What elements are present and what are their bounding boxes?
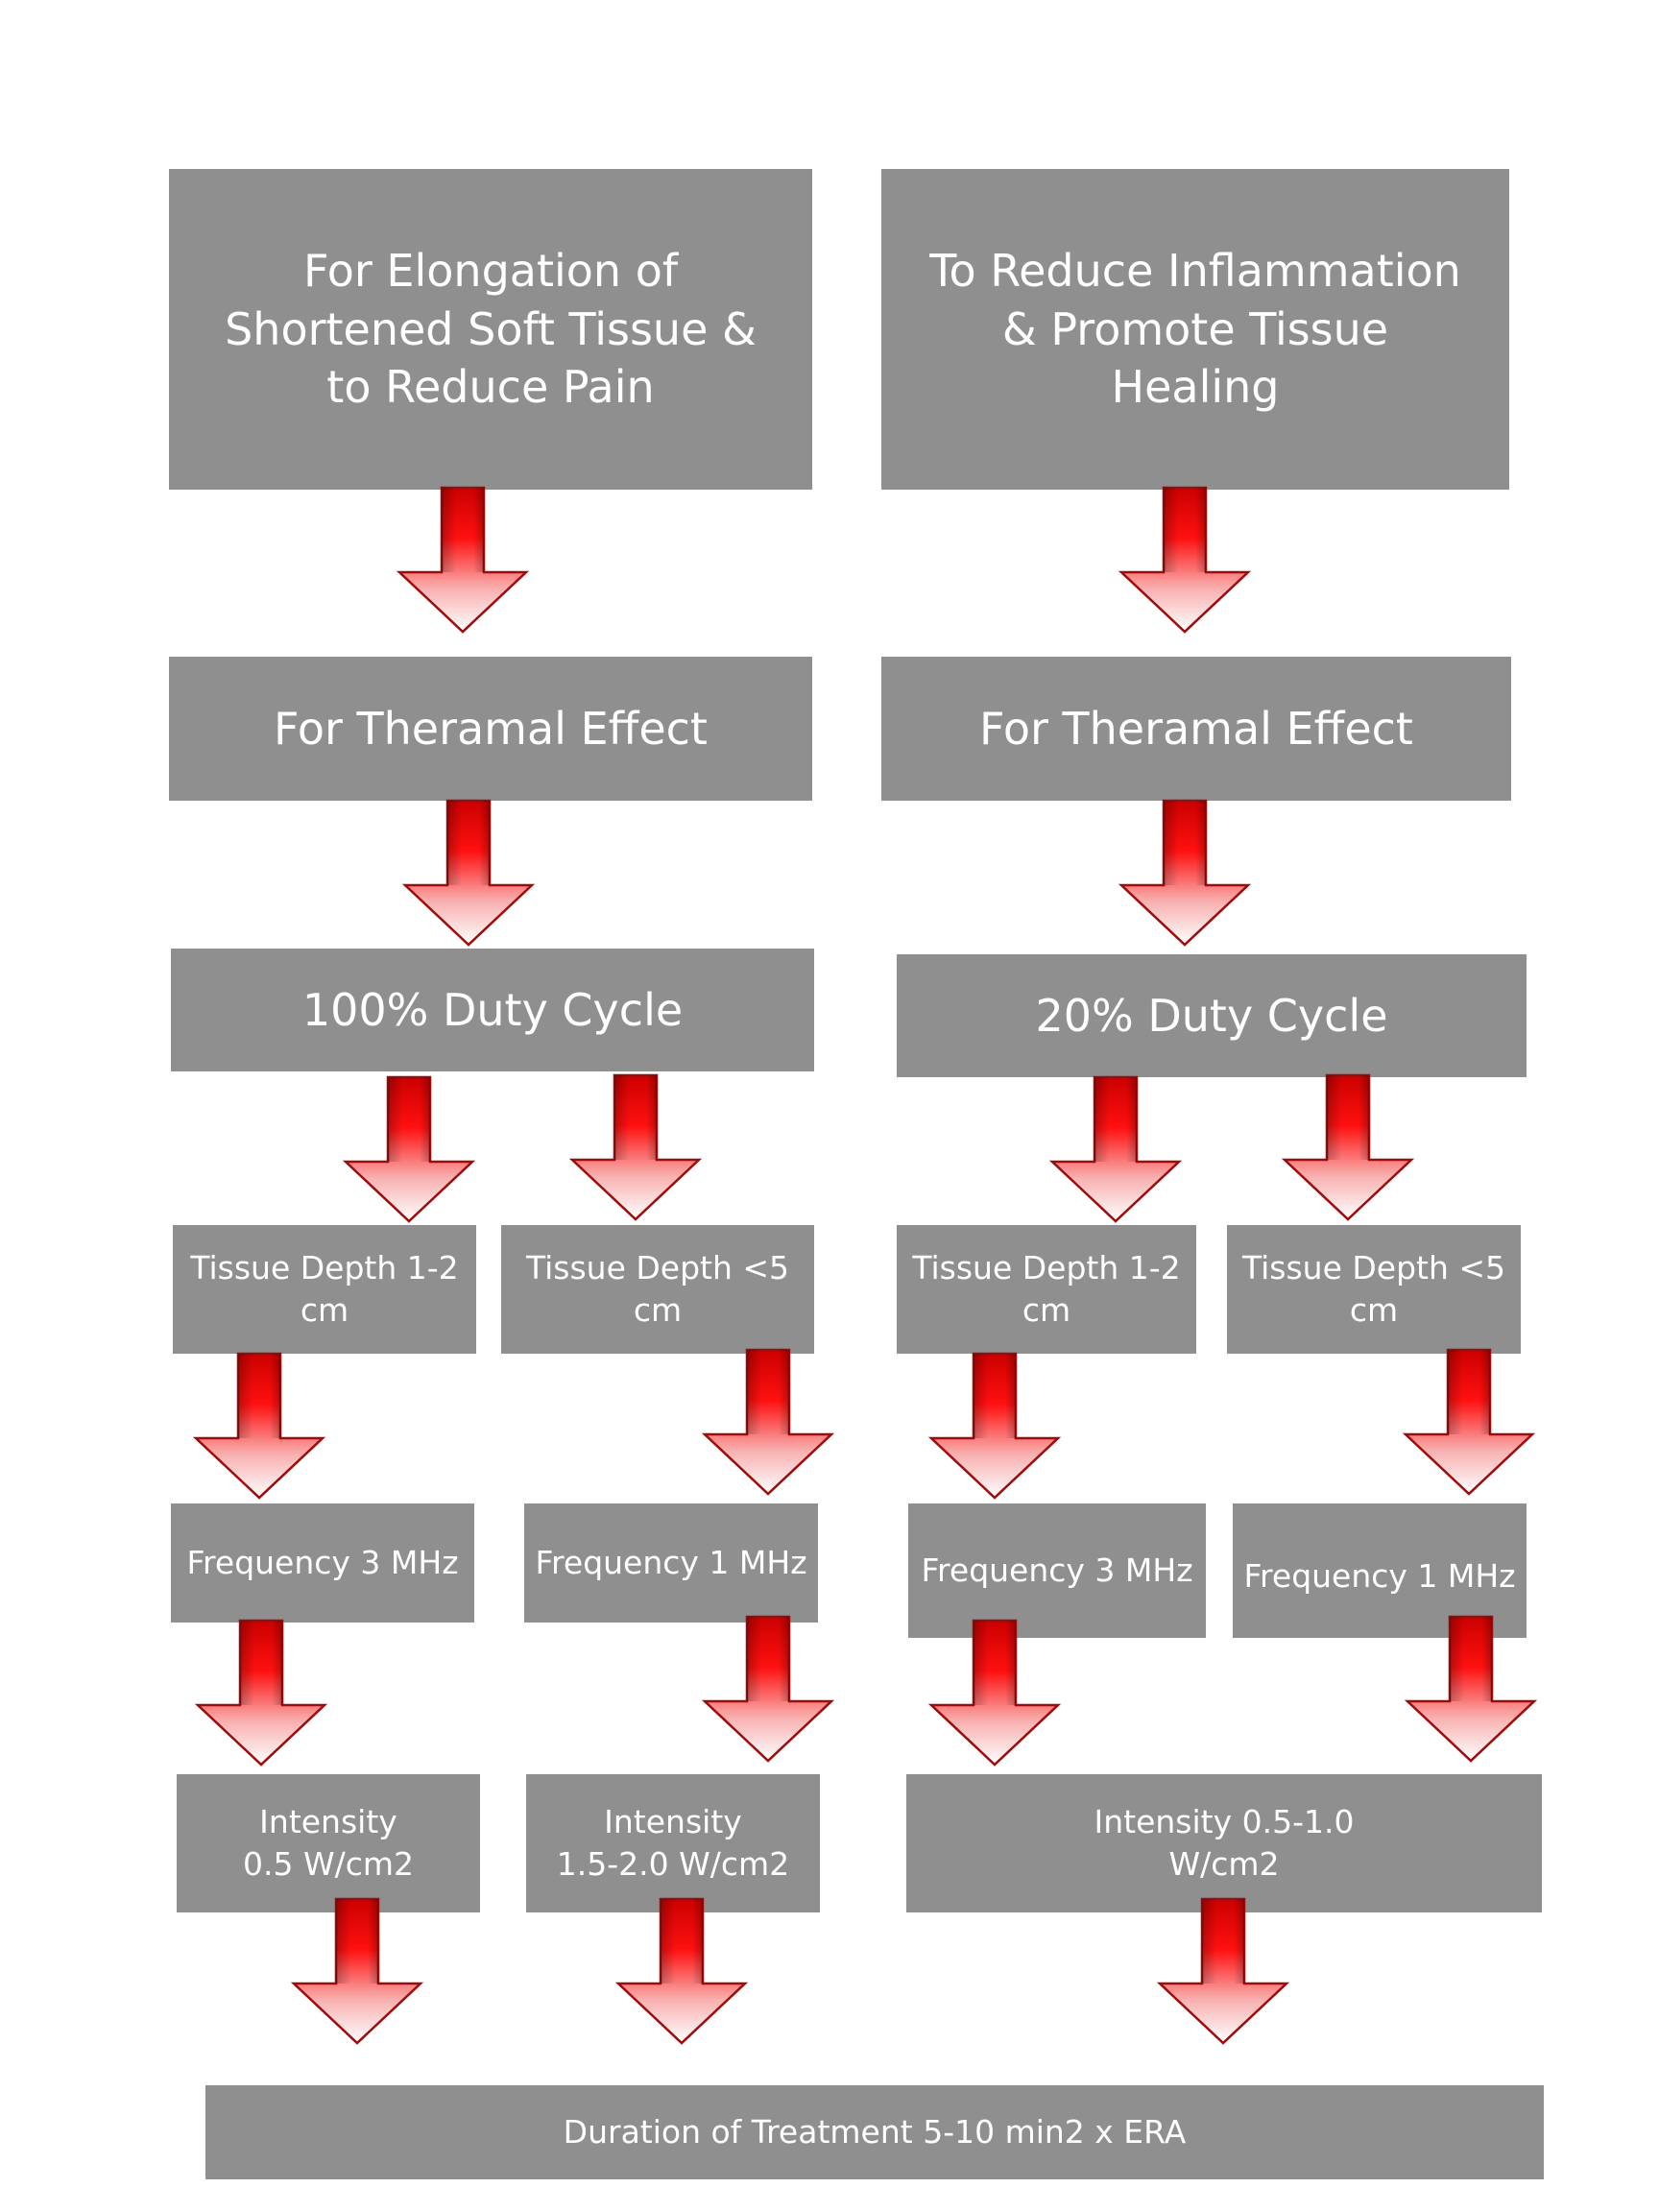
down-arrow-icon <box>342 1077 476 1221</box>
down-arrow-icon <box>1281 1075 1415 1219</box>
down-arrow-icon <box>1118 488 1252 632</box>
depth-box <box>897 1225 1196 1354</box>
down-arrow-icon <box>927 1621 1062 1765</box>
intensity-box <box>526 1774 820 1912</box>
down-arrow-icon <box>1156 1899 1290 2043</box>
depth-label: Tissue Depth 1-2 cm <box>190 1249 459 1329</box>
frequency-label: Frequency 3 MHz <box>186 1544 459 1582</box>
down-arrow-icon <box>1402 1350 1536 1494</box>
duration-box <box>205 2085 1544 2179</box>
frequency-box <box>908 1503 1206 1638</box>
duration-label: Duration of Treatment 5-10 min2 x ERA <box>563 2113 1187 2152</box>
down-arrow-icon <box>1048 1077 1183 1221</box>
duty-label: 20% Duty Cycle <box>1035 989 1388 1042</box>
down-arrow-icon <box>1404 1617 1538 1761</box>
goal-line: & Promote Tissue <box>1001 302 1389 355</box>
intensity-line: W/cm2 <box>1168 1845 1280 1883</box>
depth-label: Tissue Depth <5 cm <box>525 1249 790 1329</box>
intensity-line: Intensity <box>259 1803 397 1841</box>
depth-box <box>1227 1225 1521 1354</box>
frequency-label: Frequency 1 MHz <box>1243 1557 1516 1596</box>
goal-line: to Reduce Pain <box>326 361 655 414</box>
down-arrow-icon <box>1118 801 1252 945</box>
depth-label: Tissue Depth 1-2 cm <box>912 1249 1181 1329</box>
down-arrow-icon <box>927 1354 1062 1498</box>
effect-label: For Theramal Effect <box>979 702 1413 755</box>
goal-box-inflammation <box>881 169 1509 490</box>
duty-label: 100% Duty Cycle <box>301 983 684 1036</box>
down-arrow-icon <box>192 1354 326 1498</box>
depth-box <box>501 1225 814 1354</box>
intensity-line: Intensity 0.5-1.0 <box>1094 1803 1355 1841</box>
intensity-line: Intensity <box>604 1803 742 1841</box>
intensity-line: 1.5-2.0 W/cm2 <box>556 1845 790 1883</box>
intensity-box <box>906 1774 1542 1912</box>
duty-box-right <box>897 954 1527 1077</box>
frequency-box <box>171 1503 474 1623</box>
down-arrow-icon <box>701 1350 835 1494</box>
frequency-label: Frequency 1 MHz <box>535 1544 807 1582</box>
depth-box <box>173 1225 476 1354</box>
goal-box-elongation <box>169 169 812 490</box>
down-arrow-icon <box>614 1899 749 2043</box>
down-arrow-icon <box>568 1075 703 1219</box>
goal-line: Healing <box>1111 361 1280 414</box>
down-arrow-icon <box>290 1899 424 2043</box>
goal-line: Shortened Soft Tissue & <box>225 302 757 355</box>
frequency-label: Frequency 3 MHz <box>921 1551 1193 1590</box>
depth-label: Tissue Depth <5 cm <box>1241 1249 1506 1329</box>
goal-line: For Elongation of <box>302 244 679 297</box>
down-arrow-icon <box>701 1617 835 1761</box>
intensity-line: 0.5 W/cm2 <box>242 1845 414 1883</box>
down-arrow-icon <box>194 1621 328 1765</box>
down-arrow-icon <box>401 801 536 945</box>
effect-label: For Theramal Effect <box>274 702 708 755</box>
duty-box-left <box>171 949 814 1071</box>
frequency-box <box>524 1503 818 1623</box>
effect-box-left <box>169 657 812 801</box>
goal-line: To Reduce Inflammation <box>929 244 1461 297</box>
effect-box-right <box>881 657 1511 801</box>
intensity-box <box>177 1774 480 1912</box>
down-arrow-icon <box>396 488 530 632</box>
